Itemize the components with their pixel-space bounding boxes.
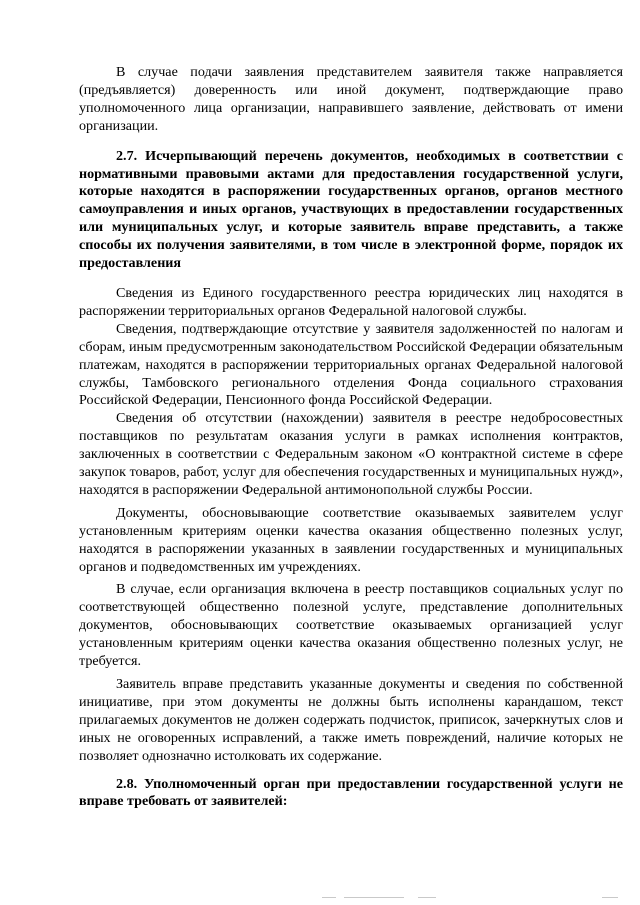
- scan-artifact-marks: [322, 897, 622, 901]
- paragraph-unfair-suppliers: Сведения об отсутствии (нахождении) заявителя в реестре недобросовестных поставщиков по результатам оказания услуги в рамках исполнения контрактов, заключенных в соответствии с Федеральным законом «О контрактной системе в сфере закупок товаров, работ, услуг для обеспечения государственных и муниципальных нужд», находятся в распоряжении Федеральной антимонопольной службы России.: [79, 410, 623, 498]
- paragraph-social-registry: В случае, если организация включена в реестр поставщиков социальных услуг по соответствующей общественно полезной услуге, представление дополнительных документов, обосновывающих соответствие оказываемых организацией услуг установленным критериям оценки качества оказания общественно полезных услуг, не требуется.: [79, 581, 623, 670]
- paragraph-applicant-rights: Заявитель вправе представить указанные документы и сведения по собственной инициативе, при этом документы не должны быть исполнены карандашом, текст прилагаемых документов не должен содержать подчисток, приписок, зачеркнутых слов и иных не оговоренных исправлений, а также иметь повреждений, наличие которых не позволяет однозначно истолковать их содержание.: [79, 676, 623, 764]
- paragraph-egrul: Сведения из Единого государственного реестра юридических лиц находятся в распоряжении территориальных органов Федеральной налоговой службы.: [79, 284, 623, 319]
- paragraph-tax-debts: Сведения, подтверждающие отсутствие у заявителя задолженностей по налогам и сборам, иным предусмотренным законодательством Российской Федерации обязательным платежам, находятся в распоряжении территориальных органах Федеральной налоговой службы, Тамбовского регионального отделения Фонда социального страхования Российской Федерации, Пенсионного фонда Российской Федерации.: [79, 320, 623, 409]
- paragraph-representative: В случае подачи заявления представителем заявителя также направляется (предъявляется) доверенность или иной документ, подтверждающие право уполномоченного лица организации, направившего заявление, действовать от имени организации.: [79, 64, 623, 134]
- document-body: [79, 64, 623, 811]
- heading-2-7: 2.7. Исчерпывающий перечень документов, необходимых в соответствии с нормативными правовыми актами для предоставления государственной услуги, которые находятся в распоряжении государственных органов, органов местного самоуправления и иных органов, участвующих в предоставлении государственных или муниципальных услуг, и которые заявитель вправе представить, а также способы их получения заявителями, в том числе в электронной форме, порядок их предоставления: [79, 147, 623, 272]
- heading-2-8: 2.8. Уполномоченный орган при предоставлении государственной услуги не вправе требовать от заявителей:: [79, 775, 623, 810]
- paragraph-quality-criteria: Документы, обосновывающие соответствие оказываемых заявителем услуг установленным критериям оценки качества оказания общественно полезных услуг, находятся в распоряжении указанных в заявлении государственных и муниципальных органов и подведомственных им учреждениях.: [79, 504, 623, 575]
